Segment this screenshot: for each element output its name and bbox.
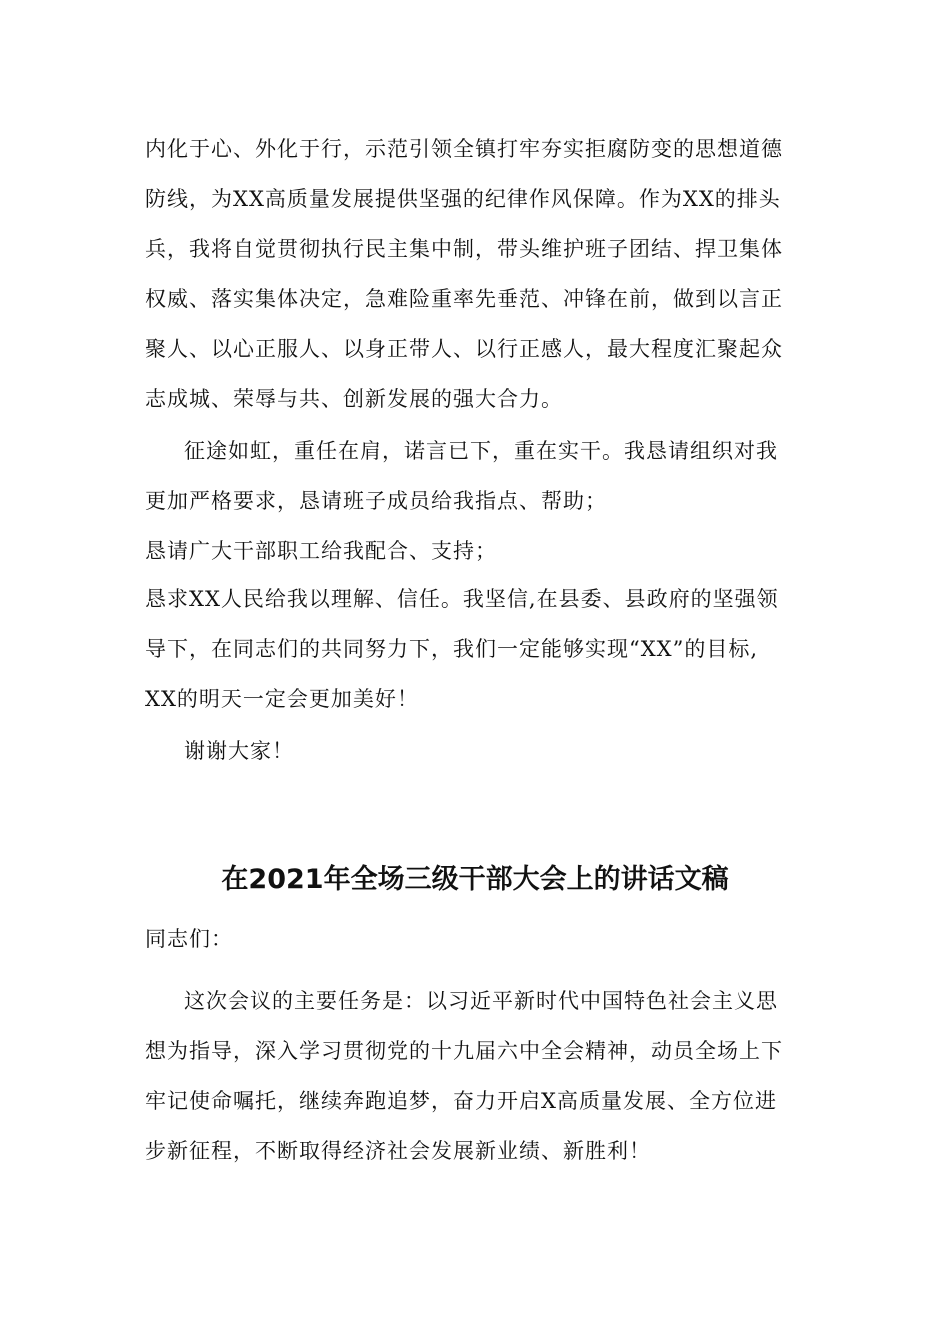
paragraph-line: 牢记使命嘱托，继续奔跑追梦，奋力开启X高质量发展、全方位进 <box>145 1089 777 1113</box>
paragraph-line: 这次会议的主要任务是：以习近平新时代中国特色社会主义思 <box>184 989 778 1013</box>
closing-line: 谢谢大家！ <box>184 739 294 763</box>
paragraph-line: 想为指导，深入学习贯彻党的十九届六中全会精神，动员全场上下 <box>145 1039 783 1063</box>
paragraph-line: 征途如虹，重任在肩，诺言已下，重在实干。我恳请组织对我 <box>184 439 778 463</box>
paragraph-line: XX的明天一定会更加美好！ <box>145 687 419 711</box>
paragraph-line: 恳求XX人民给我以理解、信任。我坚信,在县委、县政府的坚强领 <box>145 587 779 611</box>
paragraph-line: 权威、落实集体决定，急难险重率先垂范、冲锋在前，做到以言正 <box>145 287 783 311</box>
paragraph-line: 步新征程，不断取得经济社会发展新业绩、新胜利！ <box>145 1139 651 1163</box>
paragraph-line: 内化于心、外化于行，示范引领全镇打牢夯实拒腐防变的思想道德 <box>145 137 783 161</box>
paragraph-line: 聚人、以心正服人、以身正带人、以行正感人，最大程度汇聚起众 <box>145 337 783 361</box>
paragraph-line: 防线，为XX高质量发展提供坚强的纪律作风保障。作为XX的排头 <box>145 187 781 211</box>
paragraph-line: 导下，在同志们的共同努力下，我们一定能够实现“XX”的目标, <box>145 637 759 661</box>
paragraph-line: 兵，我将自觉贯彻执行民主集中制，带头维护班子团结、捍卫集体 <box>145 237 783 261</box>
salutation: 同志们： <box>145 927 233 951</box>
speech-title: 在2021年全场三级干部大会上的讲话文稿 <box>221 864 729 895</box>
paragraph-line: 更加严格要求，恳请班子成员给我指点、帮助； <box>145 489 607 513</box>
paragraph-line: 志成城、荣辱与共、创新发展的强大合力。 <box>145 387 563 411</box>
paragraph-line: 恳请广大干部职工给我配合、支持； <box>145 539 497 563</box>
